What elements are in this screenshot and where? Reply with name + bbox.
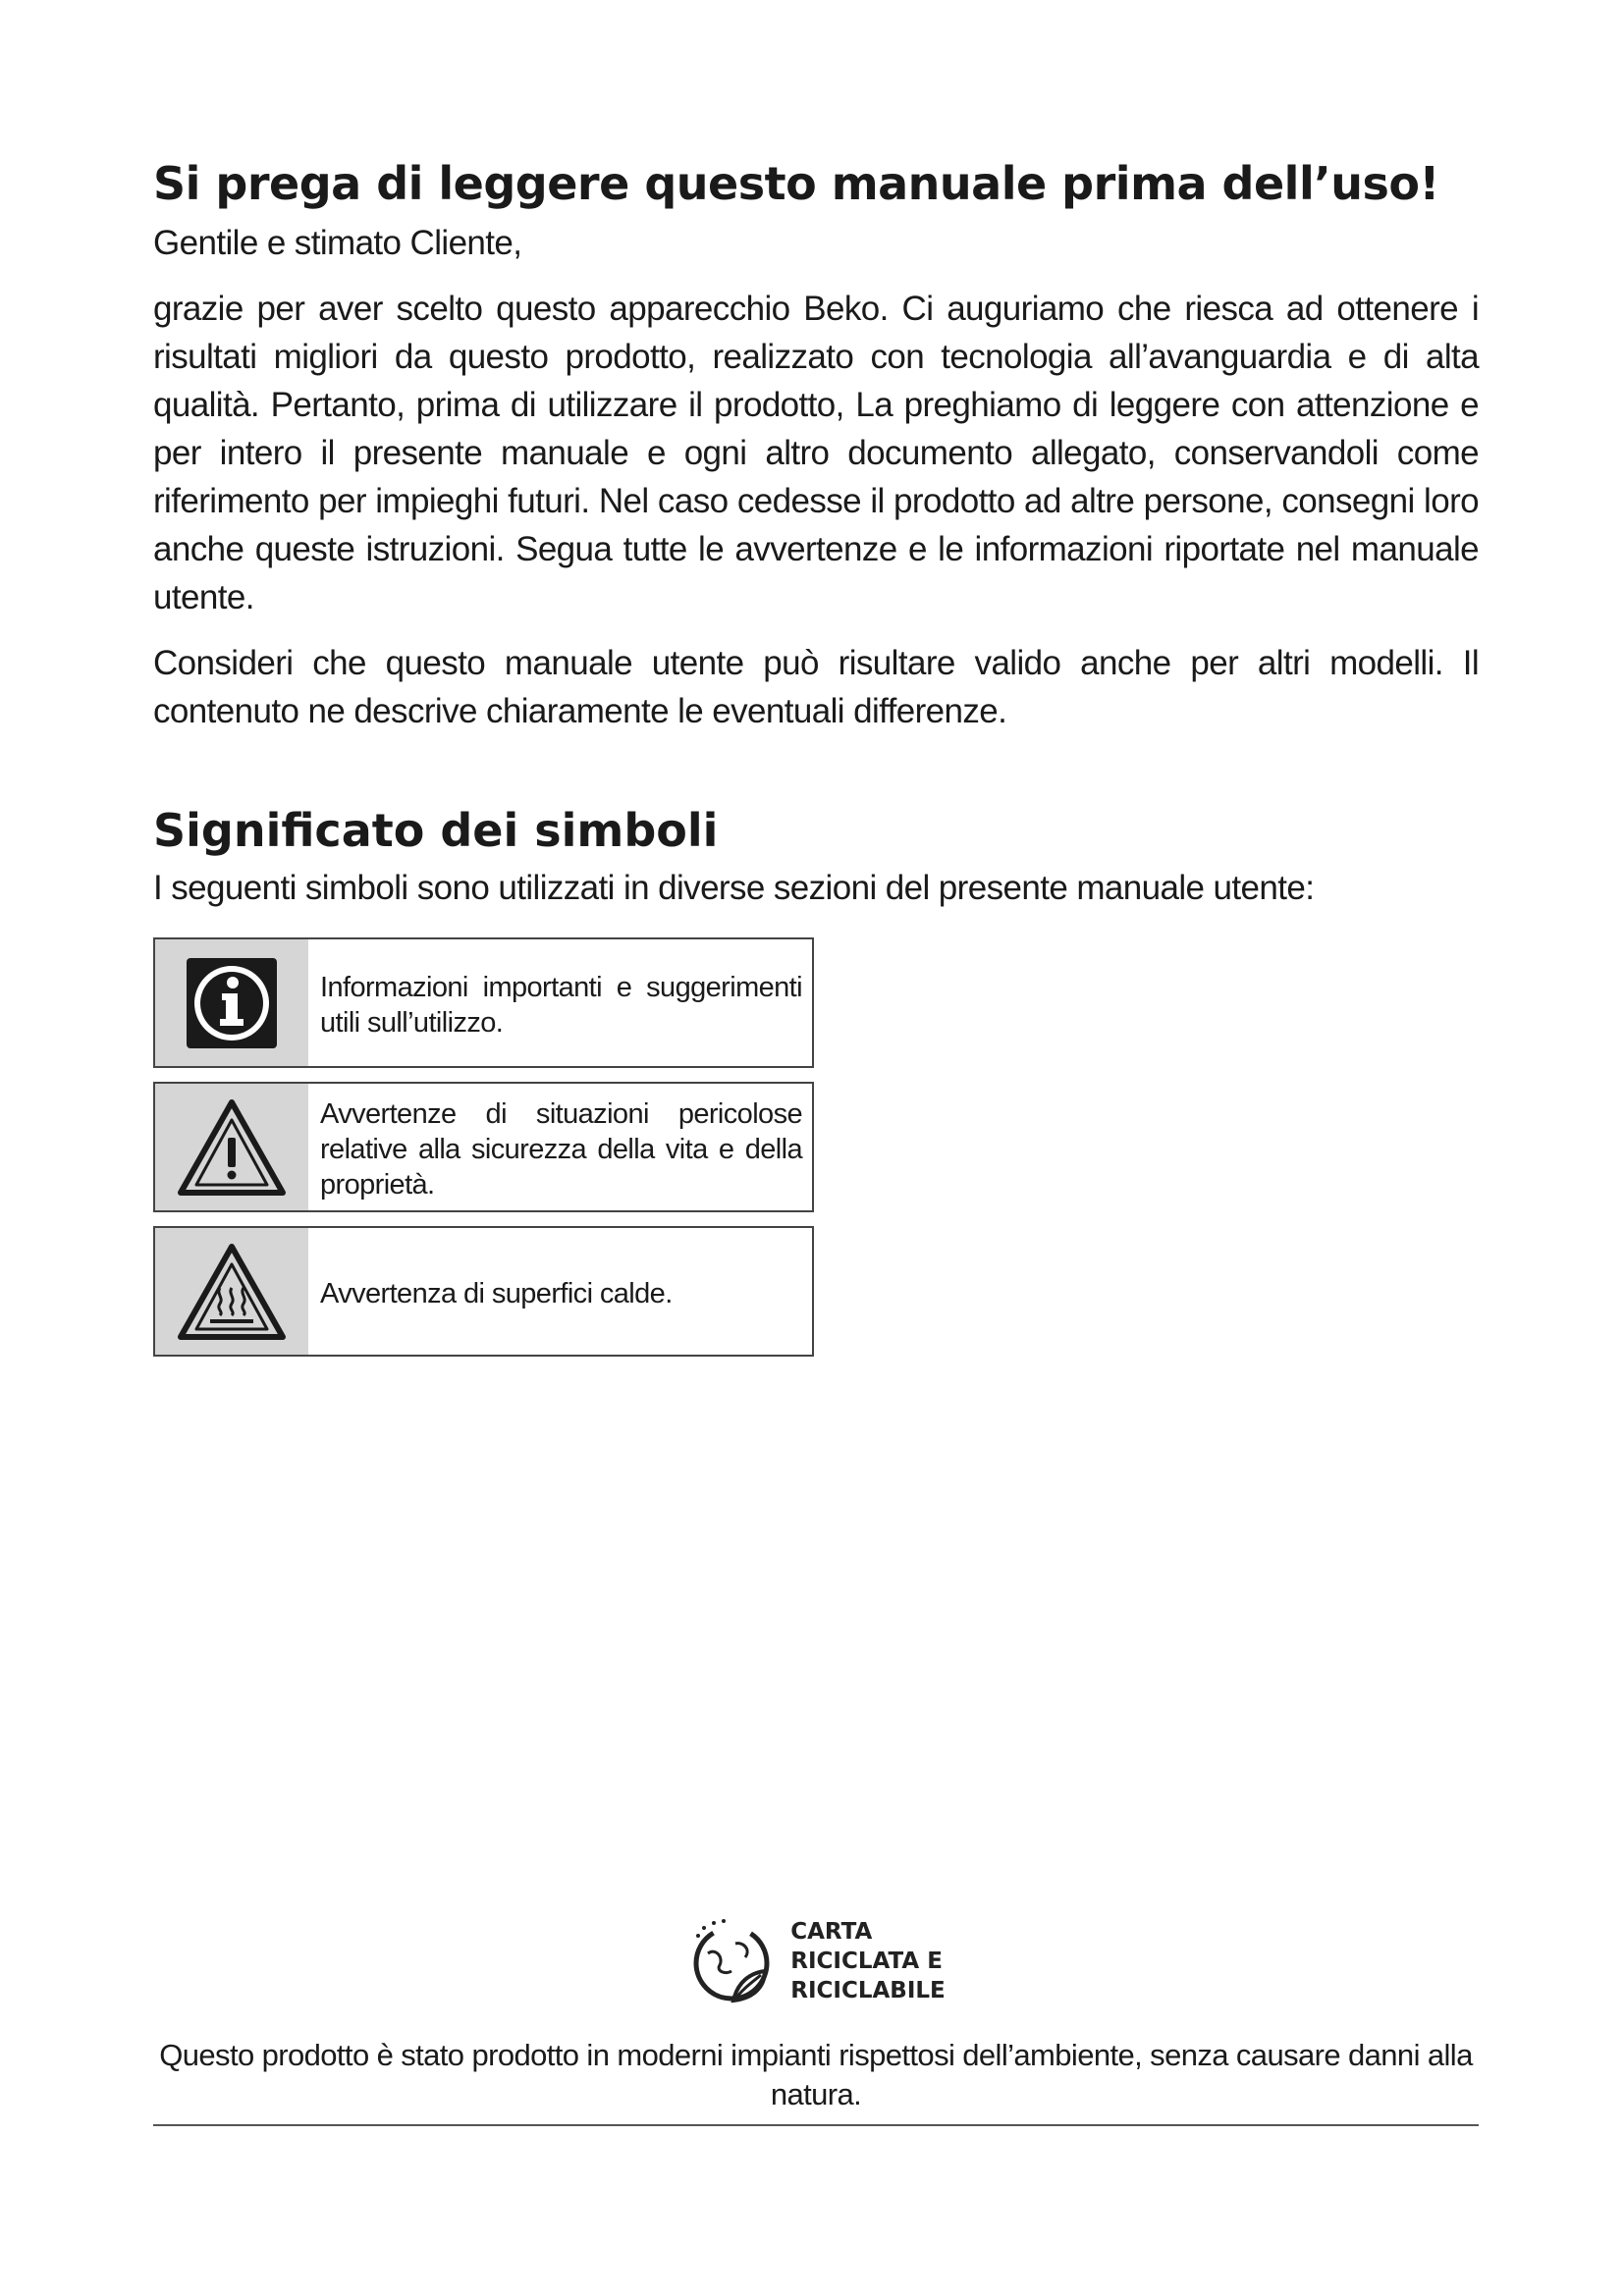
symbol-row-warning [153,1082,814,1212]
symbol-row-hot-surface [153,1226,814,1357]
symbol-description-warning: Avvertenze di situazioni pericolose relative alla sicurezza della vita e della proprietà. [320,1097,802,1201]
symbol-description-info: Informazioni importanti e suggerimenti utili sull’utilizzo. [320,971,802,1039]
environment-note: Questo prodotto è stato prodotto in moderni impianti rispettosi dell’ambiente, senza causare danni alla natura. [159,2038,1473,2111]
recycle-label-line-1: CARTA [790,1919,873,1945]
hot-surface-icon [155,1228,308,1355]
recycle-badge [686,1914,946,2008]
recycle-label-line-3: RICICLABILE [790,1978,946,2003]
info-icon [155,939,308,1066]
warning-triangle-icon [155,1084,308,1210]
page-footer [153,1914,1479,2126]
recycle-label-line-2: RICICLATA E [790,1949,943,1974]
footer-divider [153,2124,1479,2126]
recycled-paper-icon [686,1914,781,2008]
validity-paragraph: Consideri che questo manuale utente può risultare valido anche per altri modelli. Il contenuto ne descrive chiaramente le eventuali differenze. [153,644,1479,731]
intro-paragraph: grazie per aver scelto questo apparecchio Beko. Ci auguriamo che riesca ad ottenere i risultati migliori da questo prodotto, realizzato con tecnologia all’avanguardia e di alta qualità. Pertanto, prima di utilizzare il prodotto, La preghiamo di leggere con attenzione e per intero il presente manuale e ogni altro documento allegato, conservandoli come riferimento per impieghi futuri. Nel caso cedesse il prodotto ad altre persone, consegni loro anche queste istruzioni. Segua tutte le avvertenze e le informazioni riportate nel manuale utente. [153,290,1479,617]
page-title: Si prega di leggere questo manuale prima dell’uso! [153,157,1439,210]
greeting: Gentile e stimato Cliente, [153,224,522,263]
symbols-table [153,937,814,1357]
symbols-section-title: Significato dei simboli [153,804,719,858]
symbols-section-intro: I seguenti simboli sono utilizzati in diverse sezioni del presente manuale utente: [153,869,1315,908]
manual-page [153,157,1479,1370]
symbol-row-info [153,937,814,1068]
symbol-description-hot-surface: Avvertenza di superfici calde. [320,1277,673,1309]
